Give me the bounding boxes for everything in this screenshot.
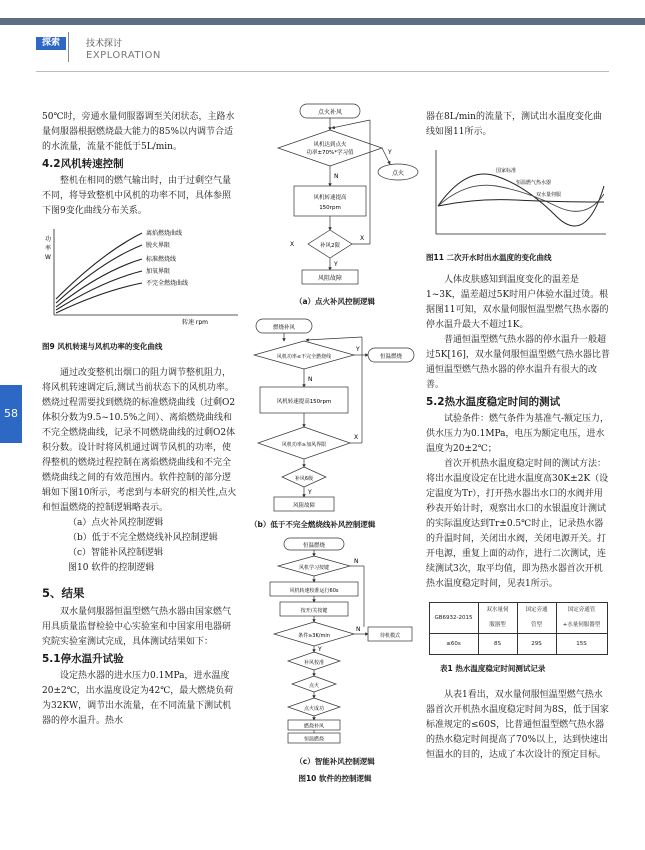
curve-lean: [56, 233, 142, 299]
fc-n2: N: [356, 626, 361, 633]
paragraph: 首次开机热水温度稳定时间的测试方法：将出水温度设定在比进水温度高30K±2K（设定温度为Tr），打开热水器出水口的水阀并用秒表开始计时，观察出水口的水银温度计测试的实际温度达到Tr±0.5℃时止，记录热水器的升温时间，关闭出水阀，关闭电源开关。打开电源，重复上面的动作，进行二次测试，连续测试3次，取平均值，即为热水器首次开机热水温度稳定时间，见表1所示。: [426, 459, 609, 589]
fa-decision: [278, 130, 382, 166]
fc-fan-calibrate-label: 补风校准: [303, 660, 325, 666]
table-cell: ≤60s: [429, 634, 478, 655]
flowchart-a: [250, 100, 420, 292]
flowchart-c-caption: （c）智能补风控制逻辑: [295, 757, 375, 766]
curve-lift-limit: [56, 245, 142, 303]
figure-11: [426, 146, 610, 265]
table-header-cell: 国定旁通 管型: [517, 603, 556, 634]
paragraph: 人体皮肤感知到温度变化的温差是1~3K，温差超过5K时用户体验水温过烫。根据图11可知，双水量伺服恒温型燃气热水器的停水温升最大不超过1K。: [426, 275, 609, 330]
legend-label: 国家标准: [496, 168, 517, 174]
section-title-en: EXPLORATION: [86, 50, 161, 61]
list-item: （a）点火补风控制逻辑: [68, 518, 164, 528]
fa-x: X: [290, 241, 295, 248]
paragraph: 双水量伺服器恒温型燃气热水器由国家燃气用具质量监督检验中心实验室和中国家用电器研究院实验室测试完成，具体测试结果如下：: [42, 607, 232, 647]
fc-n1: N: [354, 558, 359, 565]
legend-label: 双水量伺服: [536, 192, 562, 198]
flowchart-b-caption: （b）低于不完全燃烧线补风控制逻辑: [250, 520, 376, 529]
paragraph: 器在8L/min的流量下，测试出水温度变化曲线如图11所示。: [426, 112, 602, 137]
fb-decision-3-label: 补风6级: [294, 476, 314, 482]
figure-9-caption: 图9 风机转速与风机功率的变化曲线: [42, 342, 163, 351]
x-label: 转速 rpm: [182, 319, 209, 325]
section-tag: 探索: [36, 37, 66, 50]
fc-condition-label: 条件≥3K/min: [298, 633, 330, 639]
fa-yes2: Y: [334, 261, 338, 268]
table-header-row: [429, 603, 607, 634]
table-header-cell: 双水量伺 服器型: [478, 603, 517, 634]
fb-loop-x: X: [354, 434, 359, 441]
figure-9-chart: [42, 225, 238, 325]
fb-decision-2-label: 风机功率≥加风界限: [281, 442, 327, 448]
heading-5: 5、结果: [42, 586, 85, 600]
header-divider: [68, 32, 69, 62]
fb-fault-label: 风阻故障: [292, 503, 316, 509]
paragraph: 普通恒温型燃气热水器的停水温升一般超过5K[16]，双水量伺服恒温型燃气热水器比普通恒温型燃气热水器的停水温升有很大的改善。: [426, 335, 610, 390]
table-cell: 15S: [556, 634, 607, 655]
fa-limit-label: 补风2限: [320, 243, 340, 249]
column-left: [42, 110, 238, 729]
figure-10-caption: 图10 软件的控制逻辑: [298, 774, 372, 783]
heading-5-2: 5.2热水温度稳定时间的测试: [426, 396, 561, 408]
paragraph: 50℃时，旁通水量伺服器调至关闭状态，主路水量伺服器根据燃烧最大能力的85%以内调节合适的水流量，流量不能低于5L/min。: [42, 112, 235, 152]
figure-9: [42, 225, 238, 354]
section-title-cn: 技术探讨: [86, 39, 123, 49]
fa-start-label: 点火补风: [317, 109, 343, 116]
curve-standard: [56, 259, 142, 307]
fb-yes2: Y: [308, 489, 312, 496]
fb-constant-label: 恒温燃烧: [379, 354, 403, 360]
curve-label: 标准燃烧线: [146, 256, 177, 263]
figure-11-chart: [426, 146, 610, 238]
flowchart-a-caption: （a）点火补风控制逻辑: [294, 297, 376, 306]
heading-4-2: 4.2风机转速控制: [42, 158, 124, 170]
table-header-cell: 国定旁通管 +水量伺服器型: [556, 603, 607, 634]
fc-constant-label: 恒温燃烧: [303, 736, 325, 743]
curve-incomplete: [56, 283, 142, 313]
fa-ignite-label: 点火: [391, 170, 405, 177]
fa-loop-x: X: [360, 235, 365, 242]
header-bar: [0, 18, 645, 25]
fc-y1: Y: [318, 646, 322, 653]
fc-calibrate-label: 风机转速校准运行60s: [289, 588, 339, 594]
fb-start-label: 燃烧补风: [272, 325, 296, 331]
curve-label: 离焰燃烧曲线: [146, 230, 183, 237]
fc-start-label: 恒温燃烧: [302, 543, 326, 549]
fa-fault-label: 风阻故障: [317, 275, 343, 282]
curve-label: 脱火界限: [146, 242, 171, 249]
fa-process: [294, 186, 366, 216]
table-row: [429, 634, 607, 655]
table-1-caption: 表1 热水温度稳定时间测试记录: [440, 664, 546, 673]
fc-onoff-label: 按开/关按键: [300, 608, 328, 614]
y-label: W: [45, 254, 51, 261]
fa-process-label: 风机转速提高: [313, 195, 347, 201]
fc-standby-label: 待机模式: [379, 633, 401, 639]
table-cell: 8S: [478, 634, 517, 655]
paragraph: 设定热水器的进水压力0.1MPa，进水温度20±2℃，出水温度设定为42℃，最大燃烧负荷为32KW，调节出水流量，在不同流量下测试机器的停水温升。热水: [42, 671, 234, 726]
fa-yes: Y: [388, 149, 392, 156]
fa-decision-label: 风机达到点火: [313, 142, 347, 148]
y-label: 功: [45, 236, 52, 243]
table-1: [429, 602, 608, 655]
heading-5-1: 5.1停水温升试验: [42, 653, 124, 665]
fb-yes: Y: [356, 346, 360, 353]
fc-combust-air-label: 燃烧补风: [303, 723, 325, 730]
table-header-cell: GB6932-2015: [429, 603, 478, 634]
curve-oxygen-limit: [56, 271, 142, 310]
table-cell: 29S: [517, 634, 556, 655]
column-middle: [250, 100, 420, 784]
paragraph: 通过改变整机出烟口的阻力调节整机阻力，将风机转速调定后,测试当前状态下的风机功率。燃烧过程需要找到燃烧的标准燃烧曲线（过剩O2体积分数为9.5~10.5%之间）、离焰燃烧曲线和不完全燃烧曲线，记录不同燃烧曲线的过剩O2体积分数。设计时将风机通过调节风机的功率，使得整机的燃烧过程控制在离焰燃烧曲线和不完全燃烧曲线之间的有效范围内。软件控制的部分逻辑如下图10所示，考虑到与本研究的相关性,点火和恒温燃烧的控制逻辑略表示。: [42, 368, 237, 513]
legend-label: 恒温燃气热水器: [516, 180, 552, 186]
fc-ignite-ok-label: 点火成功: [303, 706, 325, 712]
paragraph: 从表1看出，双水量伺服恒温型燃气热水器首次开机热水温度稳定时间为8S，低于国家标准规定的≤60S，比普通恒温型燃气热水器的热水稳定时间提高了70%以上，达到快速出恒温水的目的，达成了本次设计的预定目标。: [426, 690, 609, 760]
list-item: （b）低于不完全燃烧线补风控制逻辑: [68, 533, 218, 543]
paragraph: 试验条件：燃气条件为基准气-额定压力，供水压力为0.1MPa，电压为额定电压，进水温度为20±2℃；: [426, 414, 610, 454]
curve-constant-heater: [438, 185, 604, 211]
curve-label: 加氧界限: [146, 268, 171, 275]
fa-no: N: [334, 173, 339, 180]
list-item: （c）智能补风控制逻辑: [68, 548, 164, 558]
flowchart-c: [250, 536, 420, 744]
fb-no: N: [308, 376, 313, 383]
fa-decision-label: 功率±70%*学习值: [306, 150, 354, 156]
figure-11-caption: 图11 二次开水时出水温度的变化曲线: [426, 253, 552, 262]
header-rule: [36, 71, 609, 72]
curve-dual-servo: [438, 200, 604, 206]
fa-process-label: 150rpm: [319, 205, 341, 211]
fb-decision-1-label: 风机功率≤不完全燃烧线: [276, 354, 332, 360]
column-right: [426, 110, 610, 763]
figure-ref: 图10 软件的控制逻辑: [68, 563, 155, 573]
page-number: 58: [0, 385, 22, 443]
curve-label: 不完全燃烧曲线: [146, 280, 189, 287]
flowchart-b: [250, 315, 420, 515]
paragraph: 整机在相同的燃气输出时，由于过剩空气量不同，将导致整机中风机的功率不同，具体参照下图9变化曲线分布关系。: [42, 176, 232, 216]
fc-ignite-label: 点火: [308, 683, 320, 689]
fb-process-label: 风机转速提高150rpm: [276, 399, 332, 405]
fc-learn-key-label: 风机学习按键: [298, 565, 330, 571]
y-label: 率: [45, 245, 52, 252]
